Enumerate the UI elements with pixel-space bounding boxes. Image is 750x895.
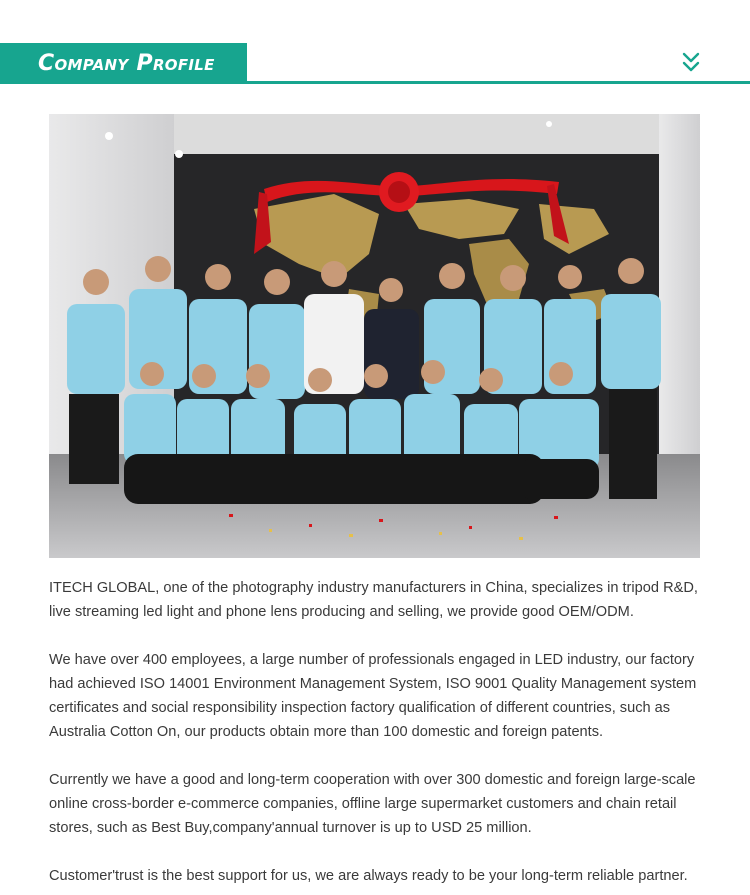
- trust-paragraph: Customer'trust is the best support for us, we are always ready to be your long-term reliable partner.: [49, 868, 688, 884]
- employees-paragraph: We have over 400 employees, a large number of professionals engaged in LED industry, our factory had achieved ISO 14001 Environment Management System, ISO 9001 Quality Management system certificates and social responsibility inspection factory qualification of different countries, such as Australia Cotton On, our products obtain more than 100 domestic and foreign patents.: [49, 652, 697, 740]
- company-team-photo: [49, 114, 700, 558]
- intro-paragraph: ITECH GLOBAL, one of the photography industry manufacturers in China, specializes in tripod R&D, live streaming led light and phone lens producing and selling, we provide good OEM/ODM.: [49, 580, 698, 620]
- section-title: Company Profile: [38, 51, 215, 76]
- cooperation-paragraph: Currently we have a good and long-term cooperation with over 300 domestic and foreign large-scale online cross-border e-commerce companies, offline large supermarket customers and chain retail stores, such as Best Buy,company'annual turnover is up to USD 25 million.: [49, 772, 696, 836]
- double-chevron-down-icon[interactable]: [682, 52, 700, 74]
